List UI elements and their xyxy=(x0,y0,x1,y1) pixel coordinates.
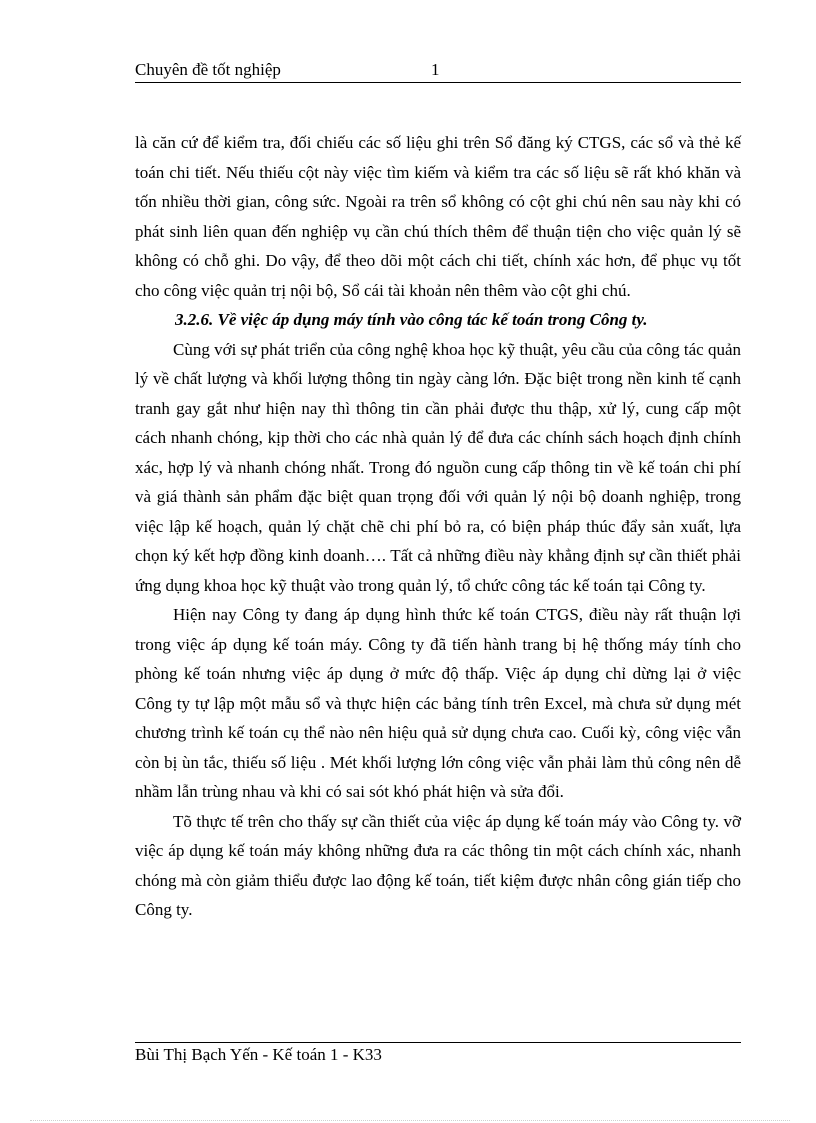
paragraph: Cùng với sự phát triển của công nghệ khoa học kỹ thuật, yêu cầu của công tác quản lý về chất lượng và khối lượng thông tin ngày càng lớn. Đặc biệt trong nền kinh tế cạnh tranh gay gắt như hiện nay thì thông tin cần phải được thu thập, xử lý, cung cấp một cách nhanh chóng, kịp thời cho các nhà quản lý để đưa các chính sách hoạch định chính xác, hợp lý và nhanh chóng nhất. Trong đó nguồn cung cấp thông tin về kế toán chi phí và giá thành sản phẩm đặc biệt quan trọng đối với quản lý nội bộ doanh nghiệp, trong việc lập kế hoạch, quản lý chặt chẽ chi phí bỏ ra, có biện pháp thúc đẩy sản xuất, lựa chọn ký kết hợp đồng kinh doanh…. Tất cả những điều này khẳng định sự cần thiết phải ứng dụng khoa học kỹ thuật vào trong quản lý, tổ chức công tác kế toán tại Công ty. xyxy=(135,339,741,595)
paragraph: Tõ thực tế trên cho thấy sự cần thiết của việc áp dụng kế toán máy vào Công ty. vỡ việc áp dụng kế toán máy không những đưa ra các thông tin một cách chính xác, nhanh chóng mà còn giảm thiểu được lao động kế toán, tiết kiệm được nhân công gián tiếp cho Công ty. xyxy=(135,811,741,919)
document-title: Chuyên đề tốt nghiệp xyxy=(135,60,281,79)
section-heading: 3.2.6. Về việc áp dụng máy tính vào công tác kế toán trong Công ty. xyxy=(175,310,648,329)
footer-author: Bùi Thị Bạch Yến - Kế toán 1 - K33 xyxy=(135,1045,382,1064)
paragraph-continuation: là căn cứ để kiểm tra, đối chiếu các số liệu ghi trên Sổ đăng ký CTGS, các sổ và thẻ kế toán chi tiết. Nếu thiếu cột này việc tìm kiếm và kiểm tra các số liệu sẽ rất khó khăn và tốn nhiều thời gian, công sức. Ngoài ra trên sổ không có cột ghi chú nên sau này khi có phát sinh liên quan đến nghiệp vụ cần chú thích thêm để thuận tiện cho việc quản lý sẽ không có chỗ ghi. Do vậy, để theo dõi một cách chi tiết, chính xác hơn, để phục vụ tốt cho công việc quản trị nội bộ, Sổ cái tài khoản nên thêm vào cột ghi chú. xyxy=(135,133,741,300)
page-footer xyxy=(135,1042,741,1065)
document-body xyxy=(135,128,741,925)
page-bottom-divider xyxy=(30,1120,790,1121)
page-number: 1 xyxy=(431,60,440,79)
page-header xyxy=(135,58,741,83)
paragraph: Hiện nay Công ty đang áp dụng hình thức kế toán CTGS, điều này rất thuận lợi trong việc áp dụng kế toán máy. Công ty đã tiến hành trang bị hệ thống máy tính cho phòng kế toán nhưng việc áp dụng ở mức độ thấp. Việc áp dụng chỉ dừng lại ở việc Công ty tự lập một mẫu sổ và thực hiện các bảng tính trên Excel, mà chưa sử dụng mét chương trình kế toán cụ thể nào nên hiệu quả sử dụng chưa cao. Cuối kỳ, công việc vẫn còn bị ùn tắc, thiếu số liệu . Mét khối lượng lớn công việc vẫn phải làm thủ công nên dễ nhầm lẫn trùng nhau và khi có sai sót khó phát hiện và sửa đổi. xyxy=(135,605,741,801)
